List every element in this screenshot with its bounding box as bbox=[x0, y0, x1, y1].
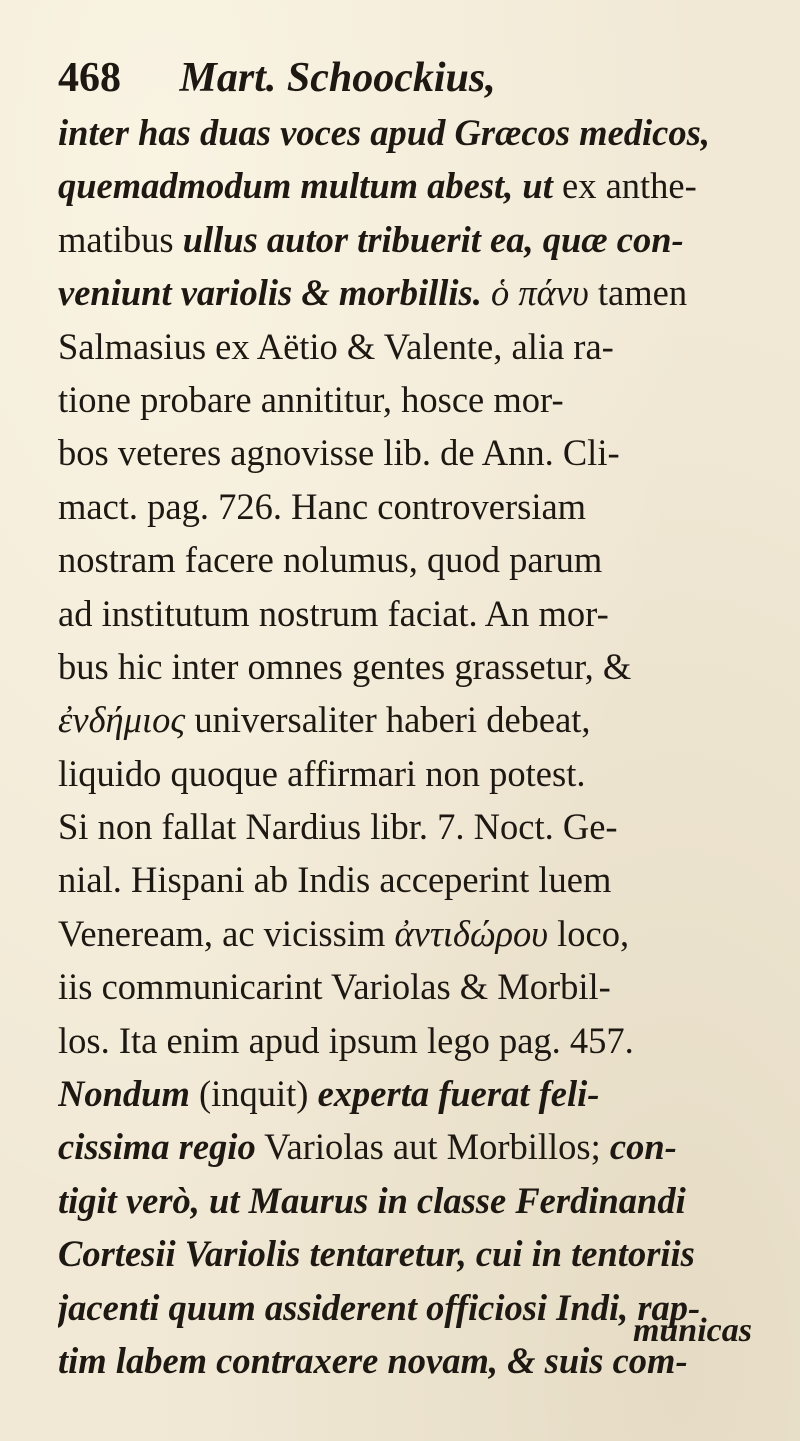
text-line bbox=[58, 480, 778, 533]
text-line bbox=[58, 320, 778, 373]
text-line bbox=[58, 1227, 778, 1280]
text-line bbox=[58, 1014, 778, 1067]
catchword: municas bbox=[632, 1312, 752, 1349]
text-line bbox=[58, 1067, 778, 1120]
text-segment: ex anthe- bbox=[552, 165, 697, 207]
text-segment: Veneream, ac vicissim bbox=[58, 912, 395, 954]
text-line bbox=[58, 1174, 778, 1227]
text-segment: iis communicarint Variolas & Morbil- bbox=[58, 966, 611, 1008]
text-segment: ad institutum nostrum faciat. An mor- bbox=[58, 592, 609, 634]
text-segment: matibus bbox=[58, 218, 183, 260]
text-segment: jacenti quum assiderent officiosi Indi, rap- bbox=[58, 1286, 701, 1328]
text-segment: cissima regio bbox=[58, 1126, 256, 1168]
text-segment: los. Ita enim apud ipsum lego pag. 457. bbox=[58, 1019, 634, 1061]
text-line bbox=[58, 800, 778, 853]
text-line bbox=[58, 907, 778, 960]
text-line bbox=[58, 533, 778, 586]
text-line bbox=[58, 106, 778, 159]
text-segment: Nondum bbox=[58, 1073, 190, 1115]
text-line bbox=[58, 960, 778, 1013]
page-header bbox=[58, 48, 618, 108]
text-line bbox=[58, 1120, 778, 1173]
text-segment: ὁ πάνυ bbox=[491, 272, 589, 314]
text-segment: tigit verò, ut Maurus in classe Ferdinandi bbox=[58, 1179, 686, 1221]
running-title: Mart. Schoockius, bbox=[179, 55, 496, 101]
text-segment: bus hic inter omnes gentes grassetur, & bbox=[58, 645, 632, 687]
text-segment: Salmasius ex Aëtio & Valente, alia ra- bbox=[58, 325, 614, 367]
text-segment: tim labem contraxere novam, & suis com- bbox=[58, 1339, 688, 1381]
text-line bbox=[58, 426, 778, 479]
text-segment: nial. Hispani ab Indis acceperint luem bbox=[58, 859, 612, 901]
text-segment: con- bbox=[609, 1126, 677, 1168]
text-line bbox=[58, 853, 778, 906]
text-segment: tione probare annititur, hosce mor- bbox=[58, 378, 564, 420]
text-segment: veniunt variolis & morbillis. bbox=[58, 272, 491, 314]
text-line bbox=[58, 266, 778, 319]
text-segment: ἐνδήμιος bbox=[58, 699, 186, 741]
text-segment: bos veteres agnovisse lib. de Ann. Cli- bbox=[58, 432, 620, 474]
text-segment: tamen bbox=[588, 272, 688, 314]
body-text bbox=[58, 106, 778, 1387]
text-line bbox=[58, 747, 778, 800]
text-segment: universaliter haberi debeat, bbox=[185, 699, 591, 741]
text-segment: liquido quoque affirmari non potest. bbox=[58, 752, 586, 794]
text-segment: nostram facere nolumus, quod parum bbox=[58, 539, 603, 581]
text-segment: mact. pag. 726. Hanc controversiam bbox=[58, 485, 587, 527]
text-line bbox=[58, 373, 778, 426]
text-segment: (inquit) bbox=[189, 1073, 318, 1115]
text-line bbox=[58, 640, 778, 693]
text-line bbox=[58, 587, 778, 640]
text-segment: quemadmodum multum abest, ut bbox=[58, 165, 553, 207]
text-line bbox=[58, 159, 778, 212]
text-line bbox=[58, 693, 778, 746]
text-segment: loco, bbox=[548, 912, 630, 954]
text-line bbox=[58, 213, 778, 266]
page-number: 468 bbox=[58, 55, 121, 101]
text-segment: Variolas aut Morbillos; bbox=[255, 1126, 610, 1168]
text-segment: inter has duas voces apud Græcos medicos, bbox=[58, 112, 710, 153]
text-segment: ullus autor tribuerit ea, quæ con- bbox=[182, 218, 684, 260]
text-segment: experta fuerat feli- bbox=[317, 1073, 600, 1115]
text-segment: Si non fallat Nardius libr. 7. Noct. Ge- bbox=[58, 806, 618, 848]
text-segment: ἀντιδώρου bbox=[394, 912, 549, 954]
text-segment: Cortesii Variolis tentaretur, cui in tentoriis bbox=[58, 1233, 695, 1275]
